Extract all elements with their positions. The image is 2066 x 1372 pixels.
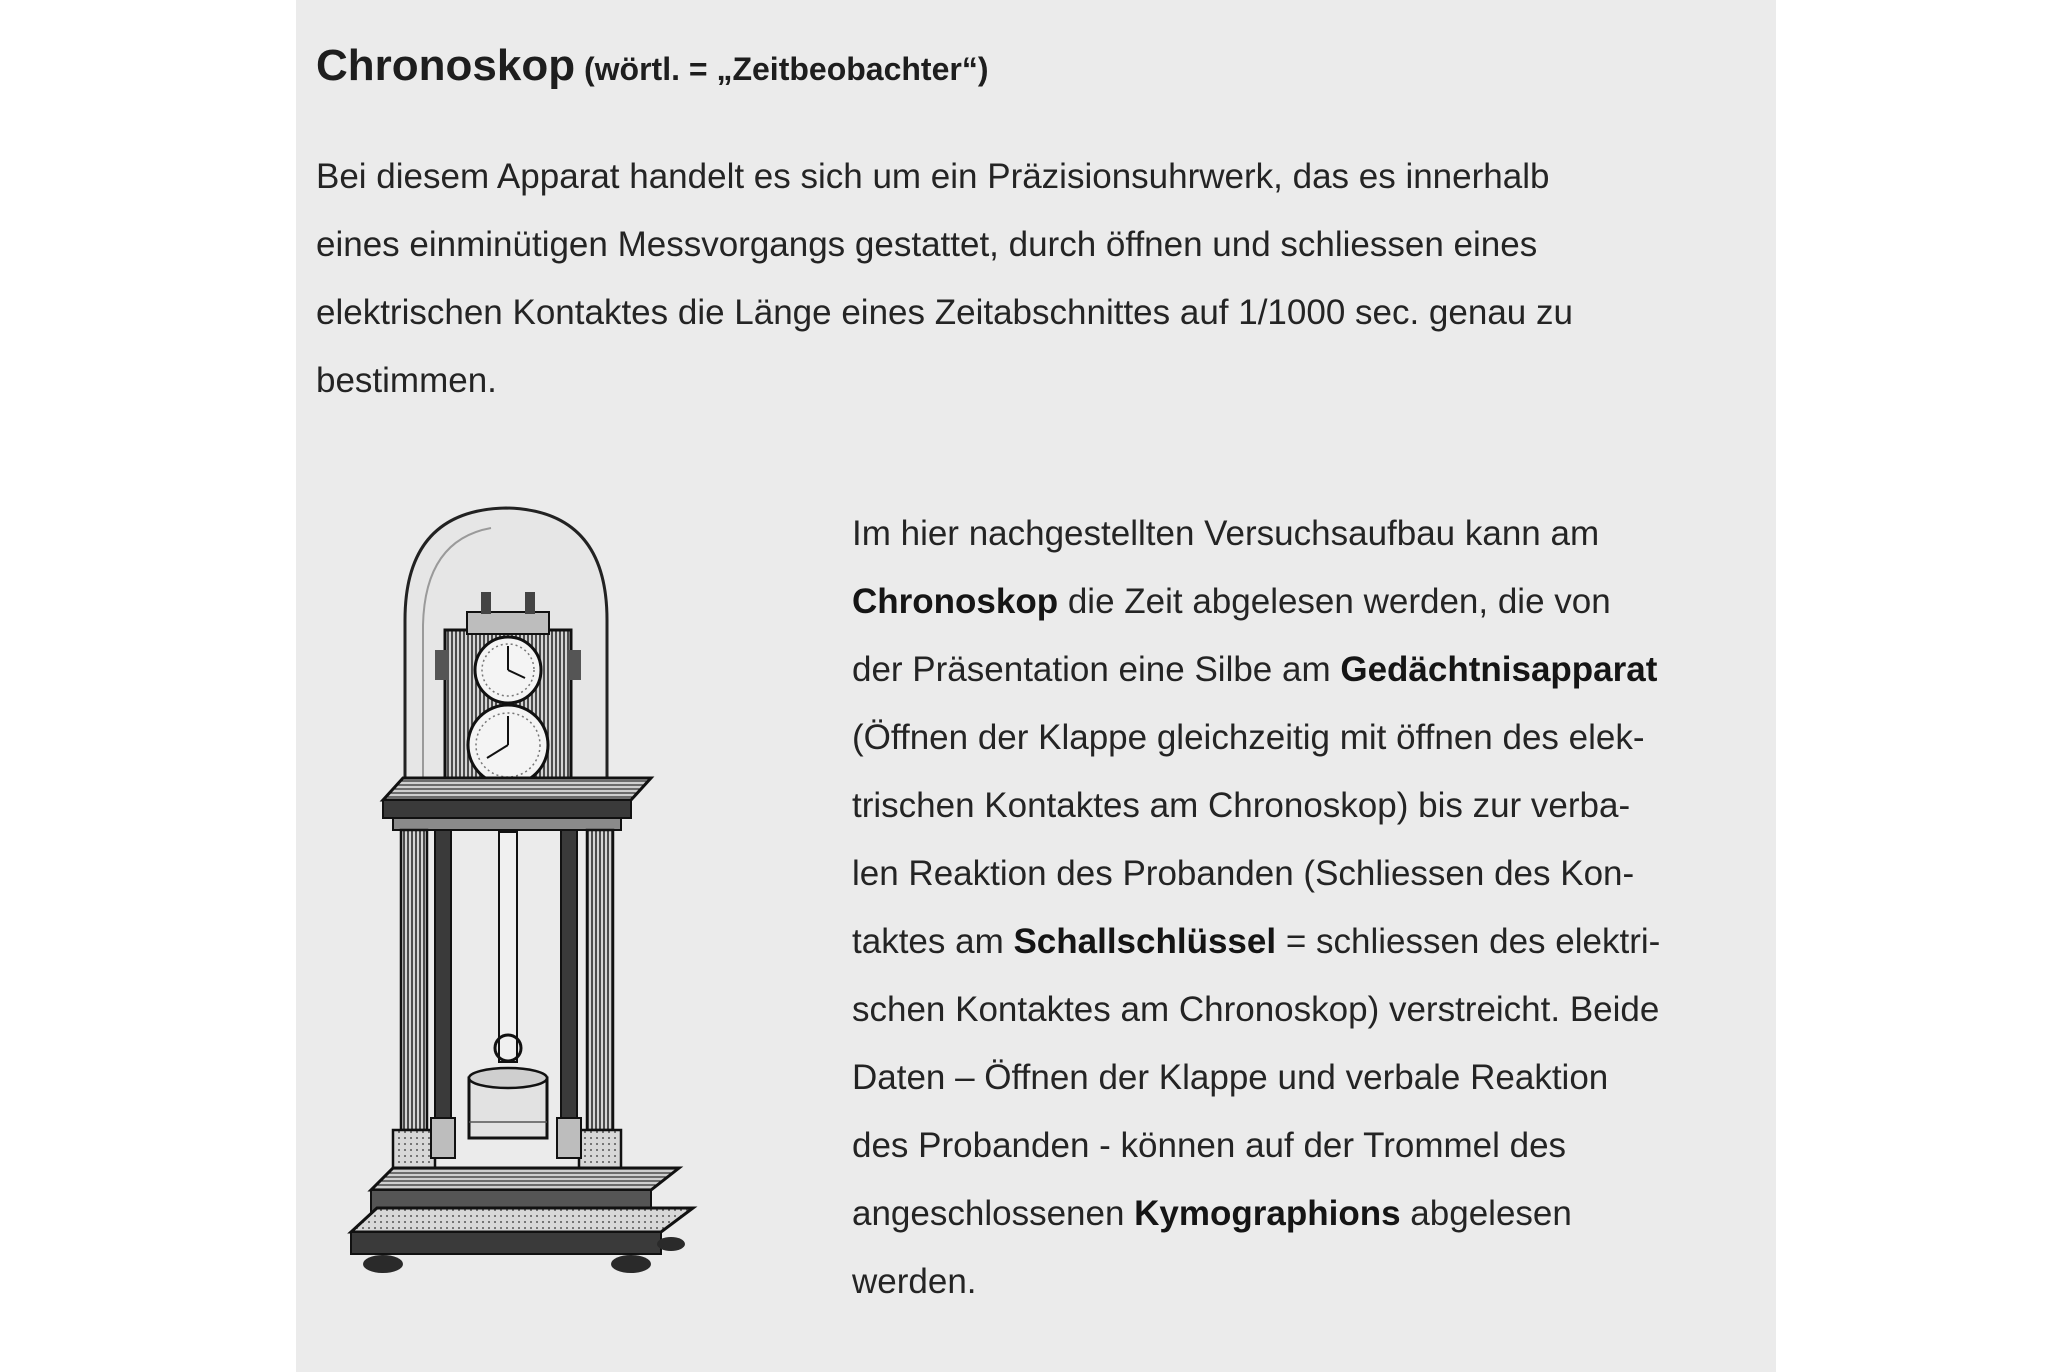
intro-paragraph	[316, 143, 1573, 415]
title-main: Chronoskop	[316, 41, 576, 90]
body-line: trischen Kontaktes am Chronoskop) bis zur verba-	[852, 786, 1631, 825]
chronoscope-illustration-icon	[331, 500, 751, 1340]
title-subtitle: (wörtl. = „Zeitbeobachter“)	[584, 51, 989, 87]
body-line: Im hier nachgestellten Versuchsaufbau kann am	[852, 514, 1600, 553]
body-line: len Reaktion des Probanden (Schliessen des Kon-	[852, 854, 1635, 893]
term-gedaechtnisapparat: Gedächtnisapparat	[1340, 650, 1658, 689]
page-title	[316, 41, 989, 90]
body-paragraph	[852, 500, 1660, 1316]
body-line: schen Kontaktes am Chronoskop) verstreicht. Beide	[852, 990, 1660, 1029]
term-kymographions: Kymographions	[1134, 1194, 1401, 1233]
intro-line: elektrischen Kontaktes die Länge eines Zeitabschnittes auf 1/1000 sec. genau zu	[316, 293, 1573, 332]
term-chronoskop: Chronoskop	[852, 582, 1059, 621]
body-line: taktes am Schallschlüssel = schliessen des elektri-	[852, 922, 1661, 961]
intro-line: Bei diesem Apparat handelt es sich um ein Präzisionsuhrwerk, das es innerhalb	[316, 157, 1550, 196]
body-line: (Öffnen der Klappe gleichzeitig mit öffnen des elek-	[852, 718, 1645, 757]
intro-line: bestimmen.	[316, 361, 497, 400]
body-line: angeschlossenen Kymographions abgelesen	[852, 1194, 1572, 1233]
body-line: der Präsentation eine Silbe am Gedächtnisapparat	[852, 650, 1658, 689]
term-schallschluessel: Schallschlüssel	[1013, 922, 1277, 961]
body-line: Daten – Öffnen der Klappe und verbale Reaktion	[852, 1058, 1609, 1097]
intro-line: eines einminütigen Messvorgangs gestattet, durch öffnen und schliessen eines	[316, 225, 1538, 264]
document-page	[296, 0, 1776, 1372]
body-line: werden.	[852, 1262, 977, 1301]
body-line: des Probanden - können auf der Trommel des	[852, 1126, 1567, 1165]
body-line: Chronoskop die Zeit abgelesen werden, die von	[852, 582, 1611, 621]
